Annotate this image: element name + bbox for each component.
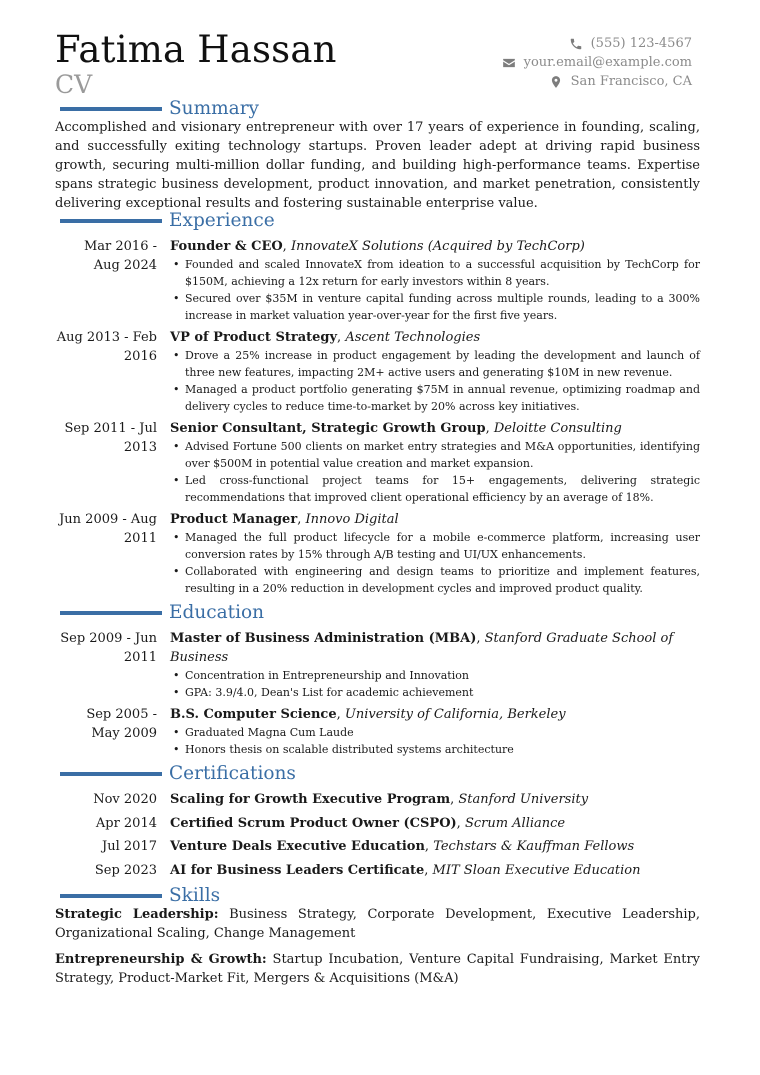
entry-bullets xyxy=(170,724,700,758)
entry-org: InnovateX Solutions (Acquired by TechCorp) xyxy=(290,239,585,254)
section-title: Certifications xyxy=(169,763,296,784)
bullet-item: • Led cross-functional project teams for 15+ engagements, delivering strategic recommendations that improved client operational efficiency by an average of 18%. xyxy=(170,472,700,506)
section-title: Summary xyxy=(169,98,259,119)
entry-date: Apr 2014 xyxy=(95,816,157,831)
entry-date: Jun 2009 - Aug 2011 xyxy=(59,512,157,546)
bullet-item: • Advised Fortune 500 clients on market entry strategies and M&A opportunities, identifying over $500M in potential value creation and market expansion. xyxy=(170,438,700,472)
skill-group xyxy=(55,950,700,988)
section-experience-header xyxy=(60,209,275,233)
section-education-header xyxy=(60,601,264,625)
entry-bullets xyxy=(170,438,700,506)
certification-name: AI for Business Leaders Certificate xyxy=(170,863,425,878)
entry-date: Mar 2016 - Aug 2024 xyxy=(83,239,157,273)
person-name: Fatima Hassan xyxy=(55,28,337,71)
section-certifications-header xyxy=(60,762,296,786)
bullet-item: • Graduated Magna Cum Laude xyxy=(170,724,700,741)
entry-headline: Senior Consultant, Strategic Growth Group, Deloitte Consulting xyxy=(170,421,622,436)
entry-role: Founder & CEO xyxy=(170,239,283,254)
entry-bullets xyxy=(170,529,700,597)
bullet-item: • Drove a 25% increase in product engagement by leading the development and launch of three new features, impacting 2M+ active users and generating $10M in new revenue. xyxy=(170,347,700,381)
entry-headline: Founder & CEO, InnovateX Solutions (Acquired by TechCorp) xyxy=(170,239,585,254)
contact-phone xyxy=(502,34,692,53)
certification-issuer: MIT Sloan Executive Education xyxy=(432,863,641,878)
summary-text: Accomplished and visionary entrepreneur with over 17 years of experience in founding, scaling, and successfully exiting technology startups. Proven leader adept at driving rapid business growth, securing multi-million dollar funding, and building high-performance teams. Expertise spans strategic business development, product innovation, and market penetration, consistently delivering exceptional results and fostering sustainable enterprise value. xyxy=(55,120,700,211)
certification-name: Venture Deals Executive Education xyxy=(170,839,425,854)
skill-list: Startup Incubation, Venture Capital Fundraising, Market Entry Strategy, Product-Market Fit, Mergers & Acquisitions (M&A) xyxy=(55,952,700,986)
bullet-item: • Managed a product portfolio generating $75M in annual revenue, optimizing roadmap and delivery cycles to reduce time-to-market by 20% across key initiatives. xyxy=(170,381,700,415)
entry-headline: Master of Business Administration (MBA), Stanford Graduate School of Business xyxy=(170,631,674,665)
entry-date: Sep 2005 - May 2009 xyxy=(86,707,157,741)
location-text: San Francisco, CA xyxy=(570,74,692,89)
entry-headline: Scaling for Growth Executive Program, Stanford University xyxy=(170,792,589,807)
skill-list: Business Strategy, Corporate Development, Executive Leadership, Organizational Scaling, Change Management xyxy=(55,907,700,941)
skill-label: Entrepreneurship & Growth: xyxy=(55,952,267,967)
section-accent-bar xyxy=(60,219,162,223)
entry-org: Innovo Digital xyxy=(305,512,399,527)
section-accent-bar xyxy=(60,611,162,615)
entry-headline: Product Manager, Innovo Digital xyxy=(170,512,399,527)
entry-date: Sep 2011 - Jul 2013 xyxy=(64,421,157,455)
section-title: Education xyxy=(169,602,265,623)
envelope-icon xyxy=(502,56,516,70)
bullet-item: • Secured over $35M in venture capital funding across multiple rounds, leading to a 300% increase in market valuation year-over-year for the first five years. xyxy=(170,290,700,324)
bullet-item: • GPA: 3.9/4.0, Dean's List for academic achievement xyxy=(170,684,700,701)
certification-name: Scaling for Growth Executive Program xyxy=(170,792,451,807)
entry-date: Aug 2013 - Feb 2016 xyxy=(56,330,157,364)
entry-date: Jul 2017 xyxy=(102,839,157,854)
phone-text: (555) 123-4567 xyxy=(590,36,692,51)
entry-date: Sep 2009 - Jun 2011 xyxy=(60,631,157,665)
section-accent-bar xyxy=(60,894,162,898)
bullet-item: • Honors thesis on scalable distributed systems architecture xyxy=(170,741,700,758)
entry-role: Senior Consultant, Strategic Growth Group xyxy=(170,421,486,436)
entry-org: Deloitte Consulting xyxy=(493,421,622,436)
bullet-item: • Concentration in Entrepreneurship and Innovation xyxy=(170,667,700,684)
entry-headline: Venture Deals Executive Education, Techstars & Kauffman Fellows xyxy=(170,839,635,854)
contact-block xyxy=(502,34,692,91)
skill-label: Strategic Leadership: xyxy=(55,907,219,922)
entry-role: Product Manager xyxy=(170,512,298,527)
entry-date: Sep 2023 xyxy=(94,863,157,878)
entry-org: Ascent Technologies xyxy=(345,330,481,345)
entry-role: VP of Product Strategy xyxy=(170,330,338,345)
certification-issuer: Techstars & Kauffman Fellows xyxy=(433,839,635,854)
entry-school: University of California, Berkeley xyxy=(344,707,566,722)
entry-bullets xyxy=(170,347,700,415)
contact-location xyxy=(502,72,692,91)
bullet-item: • Founded and scaled InnovateX from ideation to a successful acquisition by TechCorp for $150M, achieving a 12x return for early investors within 8 years. xyxy=(170,256,700,290)
entry-headline: B.S. Computer Science, University of California, Berkeley xyxy=(170,707,566,722)
section-accent-bar xyxy=(60,772,162,776)
map-marker-icon xyxy=(549,75,563,89)
contact-email xyxy=(502,53,692,72)
bullet-item: • Collaborated with engineering and design teams to prioritize and implement features, resulting in a 20% reduction in development cycles and improved product quality. xyxy=(170,563,700,597)
section-title: Skills xyxy=(169,885,221,906)
entry-headline: Certified Scrum Product Owner (CSPO), Scrum Alliance xyxy=(170,816,566,831)
document-subtitle: CV xyxy=(55,70,93,99)
certification-issuer: Scrum Alliance xyxy=(464,816,566,831)
section-title: Experience xyxy=(169,210,275,231)
entry-headline: AI for Business Leaders Certificate, MIT Sloan Executive Education xyxy=(170,863,641,878)
certification-issuer: Stanford University xyxy=(458,792,589,807)
email-link[interactable]: your.email@example.com xyxy=(523,55,692,70)
skill-group xyxy=(55,905,700,943)
entry-degree: B.S. Computer Science xyxy=(170,707,337,722)
entry-bullets xyxy=(170,667,700,701)
phone-icon xyxy=(569,37,583,51)
entry-date: Nov 2020 xyxy=(93,792,157,807)
entry-bullets xyxy=(170,256,700,324)
section-accent-bar xyxy=(60,107,162,111)
bullet-item: • Managed the full product lifecycle for a mobile e-commerce platform, increasing user conversion rates by 15% through A/B testing and UI/UX enhancements. xyxy=(170,529,700,563)
certification-name: Certified Scrum Product Owner (CSPO) xyxy=(170,816,457,831)
entry-school: Stanford Graduate School of Business xyxy=(170,631,674,665)
entry-degree: Master of Business Administration (MBA) xyxy=(170,631,477,646)
entry-headline: VP of Product Strategy, Ascent Technologies xyxy=(170,330,481,345)
